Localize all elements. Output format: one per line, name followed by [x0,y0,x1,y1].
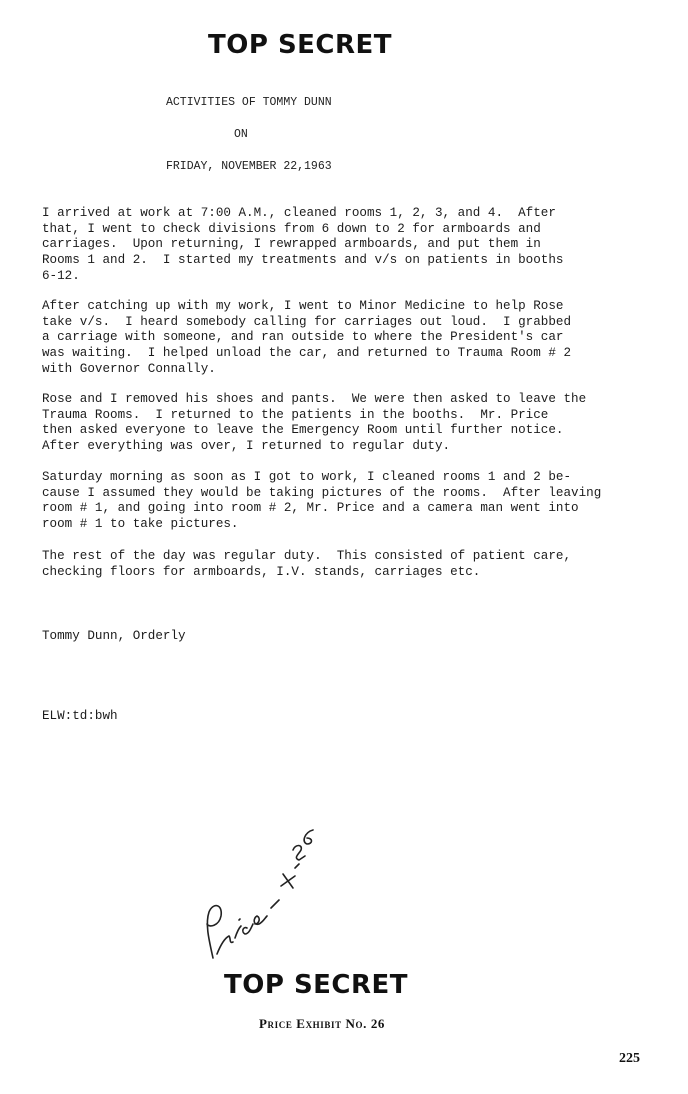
paragraph-line: with Governor Connally. [42,361,216,376]
document-date: FRIDAY, NOVEMBER 22,1963 [166,160,332,173]
paragraph-line: I arrived at work at 7:00 A.M., cleaned rooms 1, 2, 3, and 4. After [42,206,556,220]
paragraph-line: Rooms 1 and 2. I started my treatments and v/s on patients in booths [42,253,564,268]
paragraph-line: take v/s. I heard somebody calling for carriages out loud. I grabbed [42,314,572,329]
signature-line: Tommy Dunn, Orderly [42,629,186,643]
paragraph-line: Rose and I removed his shoes and pants. We were then asked to leave the [42,392,587,406]
paragraph-line: Trauma Rooms. I returned to the patients in the booths. Mr. Price [42,407,549,422]
paragraph-line: then asked everyone to leave the Emergency Room until further notice. [42,423,564,438]
paragraph-line: that, I went to check divisions from 6 down to 2 for armboards and [42,221,541,236]
paragraph-line: a carriage with someone, and ran outside to where the President's car [42,330,564,345]
page-number: 225 [619,1051,640,1066]
document-title-on: ON [234,128,248,141]
paragraph-line: The rest of the day was regular duty. This consisted of patient care, [42,549,572,563]
paragraph-line: Saturday morning as soon as I got to work, I cleaned rooms 1 and 2 be- [42,470,572,484]
paragraph-line: cause I assumed they would be taking pictures of the rooms. After leaving [42,485,602,500]
exhibit-label: Price Exhibit No. 26 [259,1016,386,1031]
paragraph-line: After everything was over, I returned to regular duty. [42,439,451,454]
paragraph-line: After catching up with my work, I went to Minor Medicine to help Rose [42,299,564,313]
paragraph-2 [42,299,632,378]
paragraph-3 [42,392,632,455]
paragraph-line: 6-12. [42,268,80,283]
paragraph-line: room # 1 to take pictures. [42,517,239,532]
handwritten-exhibit-mark [195,820,325,970]
paragraph-1 [42,206,632,285]
paragraph-5 [42,549,632,580]
paragraph-line: was waiting. I helped unload the car, and returned to Trauma Room # 2 [42,346,572,361]
top-secret-stamp-header: TOP SECRET [208,30,393,60]
paragraph-line: carriages. Upon returning, I rewrapped armboards, and put them in [42,237,541,252]
paragraph-4 [42,470,632,533]
document-title: ACTIVITIES OF TOMMY DUNN [166,96,332,109]
typist-initials: ELW:td:bwh [42,709,118,723]
paragraph-line: checking floors for armboards, I.V. stands, carriages etc. [42,564,481,579]
paragraph-line: room # 1, and going into room # 2, Mr. Price and a camera man went into [42,501,579,516]
top-secret-stamp-footer: TOP SECRET [224,970,409,1000]
